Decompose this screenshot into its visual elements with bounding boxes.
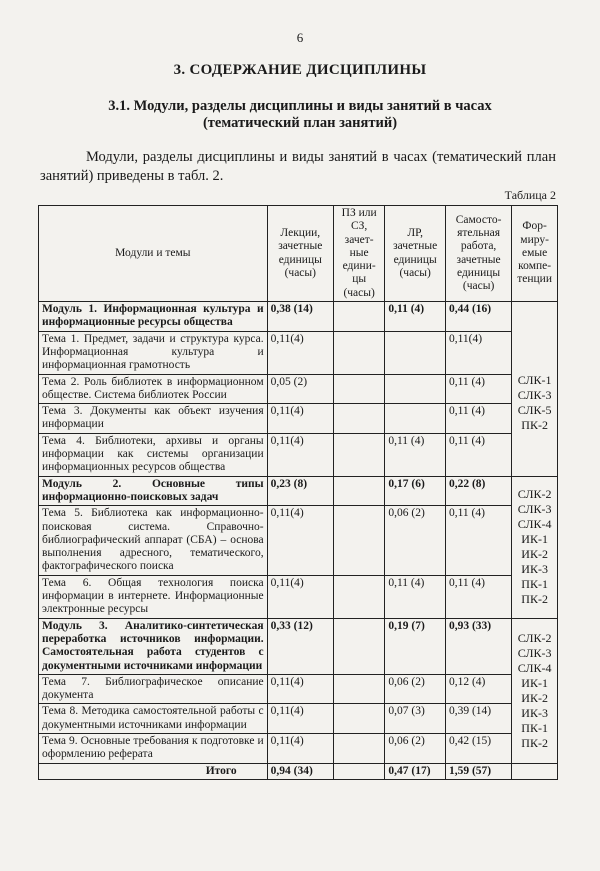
table-row [39, 506, 558, 575]
row-pz [333, 331, 384, 374]
row-lr [385, 404, 446, 434]
row-pz [333, 476, 384, 506]
total-lectures: 0,94 (34) [267, 763, 333, 779]
row-title: Тема 7. Библиографическое описание документа [39, 674, 268, 704]
total-row [39, 763, 558, 779]
table-row [39, 674, 558, 704]
row-lr: 0,11 (4) [385, 433, 446, 476]
header-sr: Самосто-ятельная работа, зачетные единицы (часы) [445, 206, 511, 302]
row-sr: 0,11 (4) [445, 374, 511, 404]
table-row [39, 575, 558, 618]
row-lectures: 0,38 (14) [267, 302, 333, 332]
row-lr: 0,07 (3) [385, 704, 446, 734]
header-lectures: Лекции, зачетные единицы (часы) [267, 206, 333, 302]
row-lectures: 0,11(4) [267, 575, 333, 618]
row-pz [333, 374, 384, 404]
row-title: Модуль 2. Основные типы информационно-поисковых задач [39, 476, 268, 506]
row-lectures: 0,11(4) [267, 506, 333, 575]
row-sr: 0,11 (4) [445, 506, 511, 575]
table-row [39, 733, 558, 763]
competencies-module1: СЛК-1 СЛК-3 СЛК-5 ПК-2 [512, 331, 558, 476]
table-row [39, 476, 558, 506]
competencies-module3: СЛК-2 СЛК-3 СЛК-4 ИК-1 ИК-2 ИК-3 ПК-1 ПК-2 [512, 618, 558, 763]
row-sr: 0,12 (4) [445, 674, 511, 704]
page-number: 6 [296, 30, 304, 45]
row-lr: 0,06 (2) [385, 674, 446, 704]
row-lr: 0,11 (4) [385, 575, 446, 618]
row-lr: 0,17 (6) [385, 476, 446, 506]
row-lectures: 0,11(4) [267, 733, 333, 763]
total-comp [512, 763, 558, 779]
row-sr: 0,42 (15) [445, 733, 511, 763]
table-row [39, 374, 558, 404]
row-pz [333, 733, 384, 763]
row-sr: 0,11 (4) [445, 575, 511, 618]
table-header-row [39, 206, 558, 302]
row-sr: 0,44 (16) [445, 302, 511, 332]
row-title: Тема 1. Предмет, задачи и структура курса. Информационная культура и информационная грамотность [39, 331, 268, 374]
table-row [39, 331, 558, 374]
row-title: Тема 5. Библиотека как информационно-поисковая система. Справочно-библиографический аппарат (СБА) – основа выполнения адресного, тематического, фактографического поиска [39, 506, 268, 575]
row-title: Тема 4. Библиотеки, архивы и органы информации как системы организации информационных ресурсов общества [39, 433, 268, 476]
row-title: Тема 8. Методика самостоятельной работы с документными источниками информации [39, 704, 268, 734]
row-lr [385, 374, 446, 404]
row-title: Тема 6. Общая технология поиска информации в интернете. Информационные электронные ресурсы [39, 575, 268, 618]
subsection-title-line1: 3.1. Модули, разделы дисциплины и виды занятий в часах [108, 98, 492, 114]
row-sr: 0,11(4) [445, 331, 511, 374]
row-lectures: 0,11(4) [267, 331, 333, 374]
header-pz: ПЗ или СЗ, зачет-ные едини-цы (часы) [333, 206, 384, 302]
row-lectures: 0,33 (12) [267, 618, 333, 674]
row-sr: 0,22 (8) [445, 476, 511, 506]
total-sr: 1,59 (57) [445, 763, 511, 779]
subsection-title [60, 98, 540, 132]
row-lectures: 0,11(4) [267, 404, 333, 434]
row-title: Модуль 3. Аналитико-синтетическая переработка источников информации. Самостоятельная работа студентов с документными источниками информации [39, 618, 268, 674]
total-pz [333, 763, 384, 779]
row-lectures: 0,11(4) [267, 433, 333, 476]
table-row [39, 704, 558, 734]
row-lr [385, 331, 446, 374]
table-row [39, 302, 558, 332]
row-pz [333, 575, 384, 618]
row-lectures: 0,23 (8) [267, 476, 333, 506]
row-lectures: 0,11(4) [267, 674, 333, 704]
row-sr: 0,11 (4) [445, 404, 511, 434]
header-lr: ЛР, зачетные единицы (часы) [385, 206, 446, 302]
row-sr: 0,93 (33) [445, 618, 511, 674]
row-pz [333, 404, 384, 434]
row-sr: 0,11 (4) [445, 433, 511, 476]
table-label: Таблица 2 [504, 188, 556, 202]
total-lr: 0,47 (17) [385, 763, 446, 779]
header-topics: Модули и темы [39, 206, 268, 302]
table-row [39, 618, 558, 674]
competencies-module2: СЛК-2 СЛК-3 СЛК-4 ИК-1 ИК-2 ИК-3 ПК-1 ПК-2 [512, 476, 558, 618]
total-label: Итого [39, 763, 268, 779]
table-row [39, 433, 558, 476]
row-sr: 0,39 (14) [445, 704, 511, 734]
intro-paragraph: Модули, разделы дисциплины и виды занятий в часах (тематический план занятий) приведены в табл. 2. [40, 149, 556, 184]
row-pz [333, 302, 384, 332]
thematic-plan-table [38, 205, 558, 780]
row-pz [333, 674, 384, 704]
row-title: Тема 2. Роль библиотек в информационном обществе. Система библиотек России [39, 374, 268, 404]
header-competencies: Фор-миру-емые компе-тенции [512, 206, 558, 302]
row-lectures: 0,05 (2) [267, 374, 333, 404]
row-lr: 0,06 (2) [385, 506, 446, 575]
row-title: Модуль 1. Информационная культура и информационные ресурсы общества [39, 302, 268, 332]
row-title: Тема 3. Документы как объект изучения информации [39, 404, 268, 434]
row-lr: 0,11 (4) [385, 302, 446, 332]
row-pz [333, 704, 384, 734]
row-lr: 0,19 (7) [385, 618, 446, 674]
row-pz [333, 433, 384, 476]
row-lr: 0,06 (2) [385, 733, 446, 763]
section-title: 3. СОДЕРЖАНИЕ ДИСЦИПЛИНЫ [173, 62, 427, 78]
row-lectures: 0,11(4) [267, 704, 333, 734]
row-pz [333, 506, 384, 575]
subsection-title-line2: (тематический план занятий) [202, 115, 398, 131]
row-pz [333, 618, 384, 674]
row-comp-empty [512, 302, 558, 332]
table-row [39, 404, 558, 434]
row-title: Тема 9. Основные требования к подготовке и оформлению реферата [39, 733, 268, 763]
